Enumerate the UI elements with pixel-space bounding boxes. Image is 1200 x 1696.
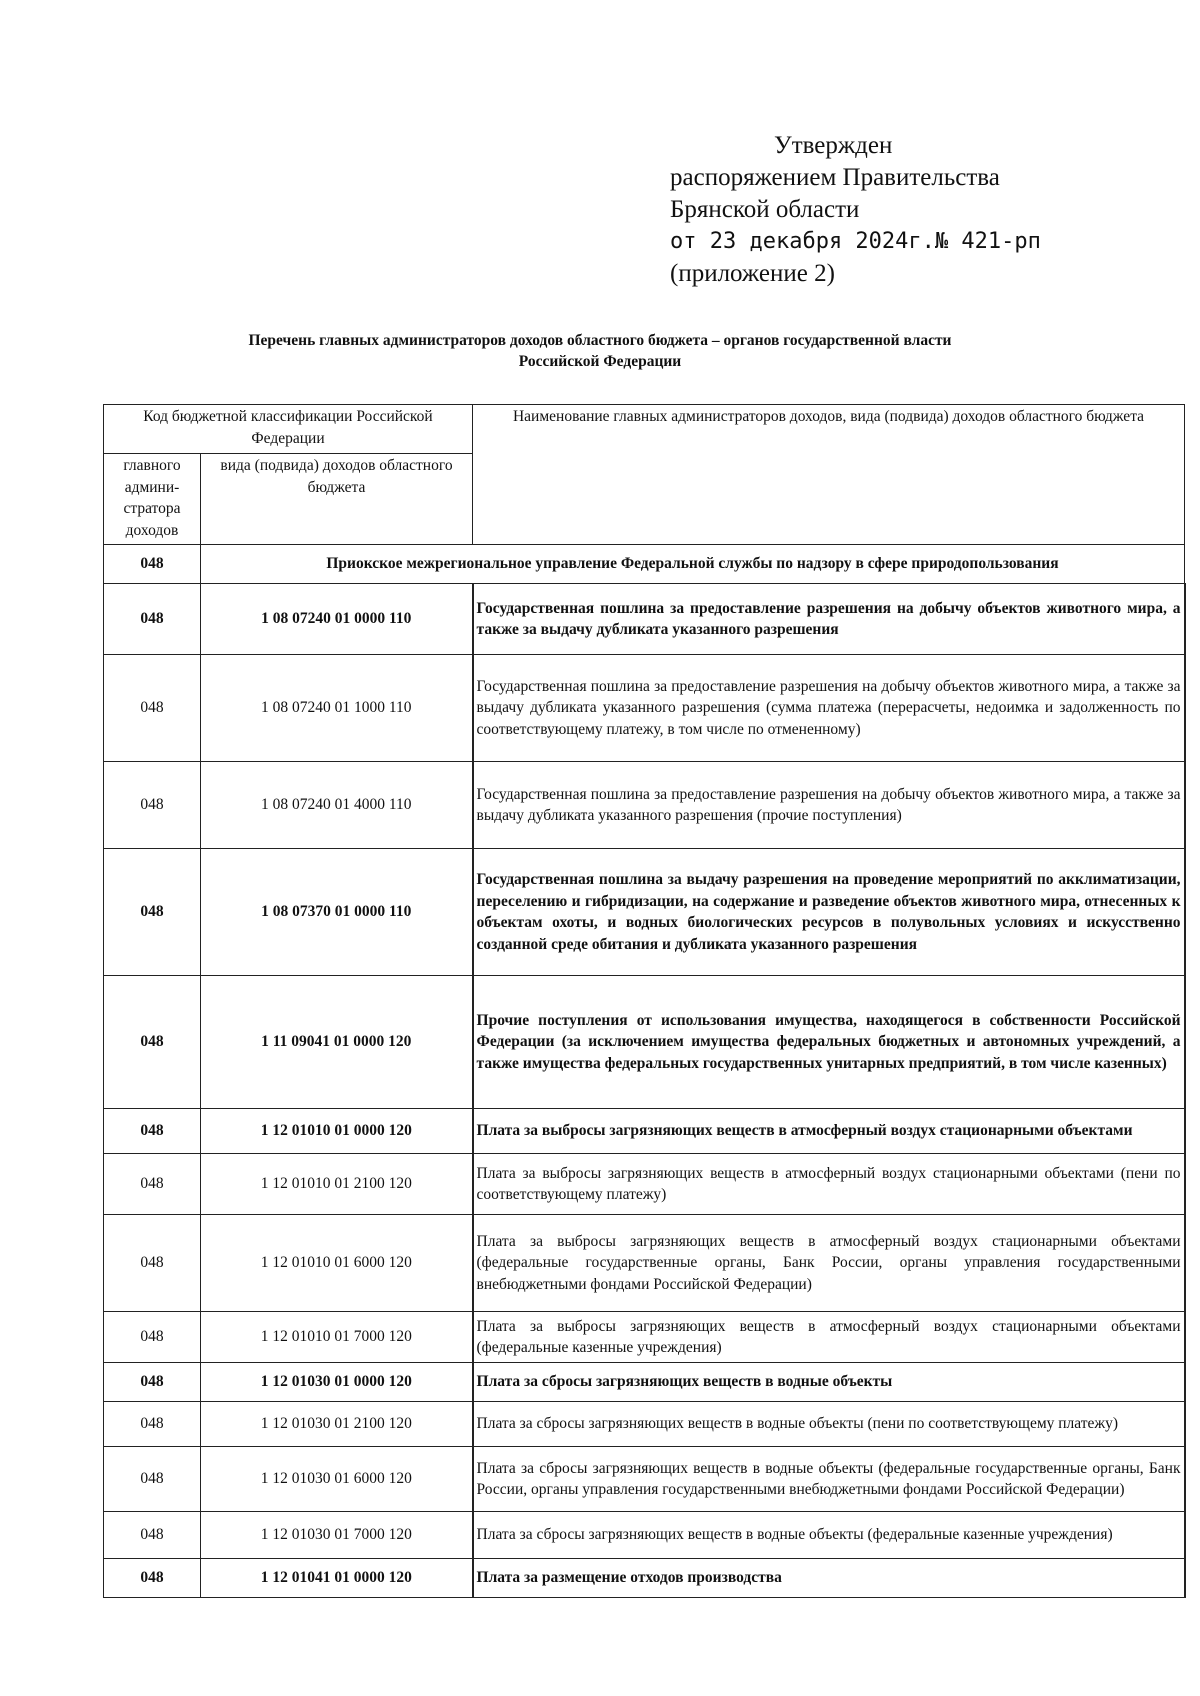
revenue-code-cell: 1 08 07240 01 1000 110 (201, 655, 473, 762)
document-title-line1: Перечень главных администраторов доходов областного бюджета – органов государственной власти (248, 332, 952, 349)
table-row (104, 1559, 1185, 1598)
table-row (104, 976, 1185, 1109)
approval-line-approved: Утвержден (774, 132, 893, 159)
approval-line-date-number: от 23 декабря 2024г.№ 421-рп (670, 229, 1041, 254)
admin-code-cell: 048 (104, 762, 201, 849)
revenue-name-cell: Плата за выбросы загрязняющих веществ в атмосферный воздух стационарными объектами (пени по соответствующему платежу) (473, 1154, 1185, 1215)
revenue-name-cell: Плата за размещение отходов производства (473, 1559, 1185, 1598)
revenue-name-cell: Плата за выбросы загрязняющих веществ в атмосферный воздух стационарными объектами (федеральные казенные учреждения) (473, 1312, 1185, 1363)
revenue-code-cell: 1 12 01010 01 6000 120 (201, 1215, 473, 1312)
table-row (104, 1512, 1185, 1559)
section-admin-code: 048 (104, 545, 201, 584)
header-administrator-name: Наименование главных администраторов доходов, вида (подвида) доходов областного бюджета (473, 405, 1185, 545)
revenue-code-cell: 1 12 01030 01 2100 120 (201, 1402, 473, 1447)
table-row (104, 1363, 1185, 1402)
revenue-name-cell: Плата за сбросы загрязняющих веществ в водные объекты (федеральные государственные органы, Банк России, органы управления государственными внебюджетными фондами Российской Федерации) (473, 1447, 1185, 1512)
revenue-name-cell: Плата за выбросы загрязняющих веществ в атмосферный воздух стационарными объектами (федеральные государственные органы, Банк России, органы управления государственными внебюджетными фондами Российской Федерации) (473, 1215, 1185, 1312)
admin-code-cell: 048 (104, 1559, 201, 1598)
section-title: Приокское межрегиональное управление Федеральной службы по надзору в сфере природопользования (201, 545, 1185, 584)
table-row (104, 1154, 1185, 1215)
table-header-row (104, 405, 1185, 454)
revenue-code-cell: 1 12 01010 01 2100 120 (201, 1154, 473, 1215)
approval-block (670, 130, 1110, 290)
revenue-name-cell: Государственная пошлина за предоставление разрешения на добычу объектов животного мира, а также за выдачу дубликата указанного разрешения (сумма платежа (перерасчеты, недоимка и задолженность по соответствующему платежу, в том числе по отмененному) (473, 655, 1185, 762)
revenue-code-cell: 1 12 01010 01 7000 120 (201, 1312, 473, 1363)
approval-line-appendix: (приложение 2) (670, 260, 835, 287)
table-row (104, 1312, 1185, 1363)
table-row (104, 762, 1185, 849)
admin-code-cell: 048 (104, 584, 201, 655)
table-row (104, 655, 1185, 762)
table-row (104, 1447, 1185, 1512)
table-row (104, 849, 1185, 976)
admin-code-cell: 048 (104, 849, 201, 976)
admin-code-cell: 048 (104, 1363, 201, 1402)
revenue-name-cell: Государственная пошлина за предоставление разрешения на добычу объектов животного мира, а также за выдачу дубликата указанного разрешения (473, 584, 1185, 655)
document-title (150, 330, 1050, 372)
revenue-code-cell: 1 08 07240 01 0000 110 (201, 584, 473, 655)
approval-line-region: Брянской области (670, 196, 860, 223)
revenue-code-cell: 1 12 01010 01 0000 120 (201, 1109, 473, 1154)
revenue-code-cell: 1 12 01041 01 0000 120 (201, 1559, 473, 1598)
revenue-name-cell: Плата за выбросы загрязняющих веществ в атмосферный воздух стационарными объектами (473, 1109, 1185, 1154)
admin-code-cell: 048 (104, 1512, 201, 1559)
revenue-code-cell: 1 12 01030 01 0000 120 (201, 1363, 473, 1402)
revenue-name-cell: Плата за сбросы загрязняющих веществ в водные объекты (пени по соответствующему платежу) (473, 1402, 1185, 1447)
revenue-administrators-table (103, 404, 1186, 1598)
document-title-line2: Российской Федерации (518, 353, 682, 370)
admin-code-cell: 048 (104, 1312, 201, 1363)
admin-code-cell: 048 (104, 1447, 201, 1512)
revenue-code-cell: 1 12 01030 01 6000 120 (201, 1447, 473, 1512)
admin-code-cell: 048 (104, 1154, 201, 1215)
revenue-name-cell: Государственная пошлина за предоставление разрешения на добычу объектов животного мира, а также за выдачу дубликата указанного разрешения (прочие поступления) (473, 762, 1185, 849)
revenue-code-cell: 1 08 07370 01 0000 110 (201, 849, 473, 976)
admin-code-cell: 048 (104, 1215, 201, 1312)
revenue-name-cell: Плата за сбросы загрязняющих веществ в водные объекты (федеральные казенные учреждения) (473, 1512, 1185, 1559)
section-row (104, 545, 1185, 584)
header-revenue-type: вида (подвида) доходов областного бюджета (201, 454, 473, 545)
revenue-code-cell: 1 11 09041 01 0000 120 (201, 976, 473, 1109)
table-row (104, 1215, 1185, 1312)
admin-code-cell: 048 (104, 976, 201, 1109)
admin-code-cell: 048 (104, 1402, 201, 1447)
admin-code-cell: 048 (104, 1109, 201, 1154)
revenue-name-cell: Государственная пошлина за выдачу разрешения на проведение мероприятий по акклиматизации, переселению и гибридизации, на содержание и разведение объектов животного мира, отнесенных к объектам охоты, и водных биологических ресурсов в полувольных условиях и искусственно созданной среде обитания и дубликата указанного разрешения (473, 849, 1185, 976)
revenue-name-cell: Плата за сбросы загрязняющих веществ в водные объекты (473, 1363, 1185, 1402)
table-row (104, 1402, 1185, 1447)
revenue-code-cell: 1 12 01030 01 7000 120 (201, 1512, 473, 1559)
header-main-administrator: главного админи-стратора доходов (104, 454, 201, 545)
table-row (104, 584, 1185, 655)
revenue-code-cell: 1 08 07240 01 4000 110 (201, 762, 473, 849)
table-row (104, 1109, 1185, 1154)
header-budget-classification: Код бюджетной классификации Российской Федерации (104, 405, 473, 454)
revenue-name-cell: Прочие поступления от использования имущества, находящегося в собственности Российской Федерации (за исключением имущества федеральных бюджетных и автономных учреждений, а также имущества федеральных государственных унитарных предприятий, в том числе казенных) (473, 976, 1185, 1109)
approval-line-order: распоряжением Правительства (670, 164, 1000, 191)
admin-code-cell: 048 (104, 655, 201, 762)
